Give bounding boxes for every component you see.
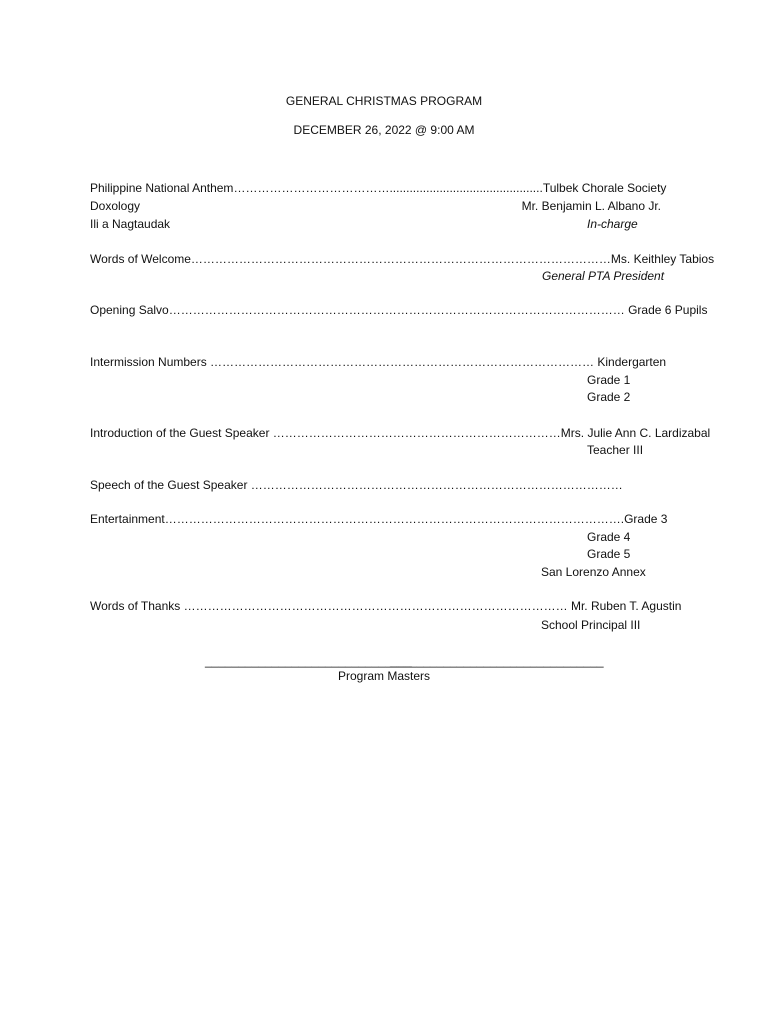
program-item-entertainment-performer: San Lorenzo Annex [541, 565, 646, 579]
signature-line-left: _______________________________ [205, 654, 412, 668]
item-label: Opening Salvo [90, 303, 169, 317]
program-item-welcome-role: General PTA President [542, 269, 665, 283]
leader-dots: ……………………………………………………………………………………………………. [164, 512, 625, 526]
leader-dots: …………………………………………………………………………………………… [190, 252, 611, 266]
item-performer: Tulbek Chorale Society [542, 181, 667, 195]
program-item-speech [90, 477, 623, 493]
program-item-doxology-performer: Mr. Benjamin L. Albano Jr. [521, 199, 661, 213]
item-performer: Kindergarten [594, 355, 667, 369]
item-performer: Grade 3 [624, 512, 668, 526]
program-item-salvo [90, 302, 707, 318]
leader-dots: …………………………………………………………………………………… [183, 599, 568, 613]
item-performer: Mrs. Julie Ann C. Lardizabal [560, 426, 711, 440]
item-performer: Ms. Keithley Tabios [610, 252, 715, 266]
item-performer: Mr. Ruben T. Agustin [567, 599, 682, 613]
leader-dots: …………………………………………………………………………………… [210, 355, 595, 369]
program-title: GENERAL CHRISTMAS PROGRAM [285, 94, 483, 108]
program-item-ili-role: In-charge [587, 217, 638, 231]
program-item-intermission-performer: Grade 1 [587, 373, 631, 387]
leader-dots: ………………………………………………………………………………… [250, 478, 623, 492]
program-item-thanks-role: School Principal III [541, 618, 641, 632]
program-item-entertainment-performer: Grade 5 [587, 547, 631, 561]
program-date: DECEMBER 26, 2022 @ 9:00 AM [293, 123, 475, 137]
program-item-ili-label: Ili a Nagtaudak [90, 217, 171, 231]
leader-dots: ………………………………….............................................. [233, 181, 543, 195]
program-item-intermission [90, 354, 666, 370]
item-label: Entertainment [90, 512, 165, 526]
program-item-welcome [90, 251, 714, 267]
item-label: Words of Welcome [90, 252, 191, 266]
program-item-intro-role: Teacher III [587, 443, 644, 457]
signature-line-right: ________________________________ [390, 654, 604, 668]
item-label: Intermission Numbers [90, 355, 211, 369]
leader-dots: …………………………………………………………………………………………………… [168, 303, 625, 317]
leader-dots: ……………………………………………………………… [272, 426, 561, 440]
program-item-entertainment-performer: Grade 4 [587, 530, 631, 544]
item-label: Words of Thanks [90, 599, 184, 613]
program-item-thanks [90, 598, 681, 614]
program-item-entertainment [90, 511, 667, 527]
program-item-doxology-label: Doxology [90, 199, 141, 213]
signature-caption: Program Masters [337, 669, 431, 683]
item-performer: Grade 6 Pupils [624, 303, 708, 317]
item-label: Speech of the Guest Speaker [90, 478, 251, 492]
program-item-intro [90, 425, 710, 441]
item-label: Philippine National Anthem [90, 181, 234, 195]
item-label: Introduction of the Guest Speaker [90, 426, 273, 440]
program-item-anthem [90, 180, 666, 196]
program-item-intermission-performer: Grade 2 [587, 390, 631, 404]
